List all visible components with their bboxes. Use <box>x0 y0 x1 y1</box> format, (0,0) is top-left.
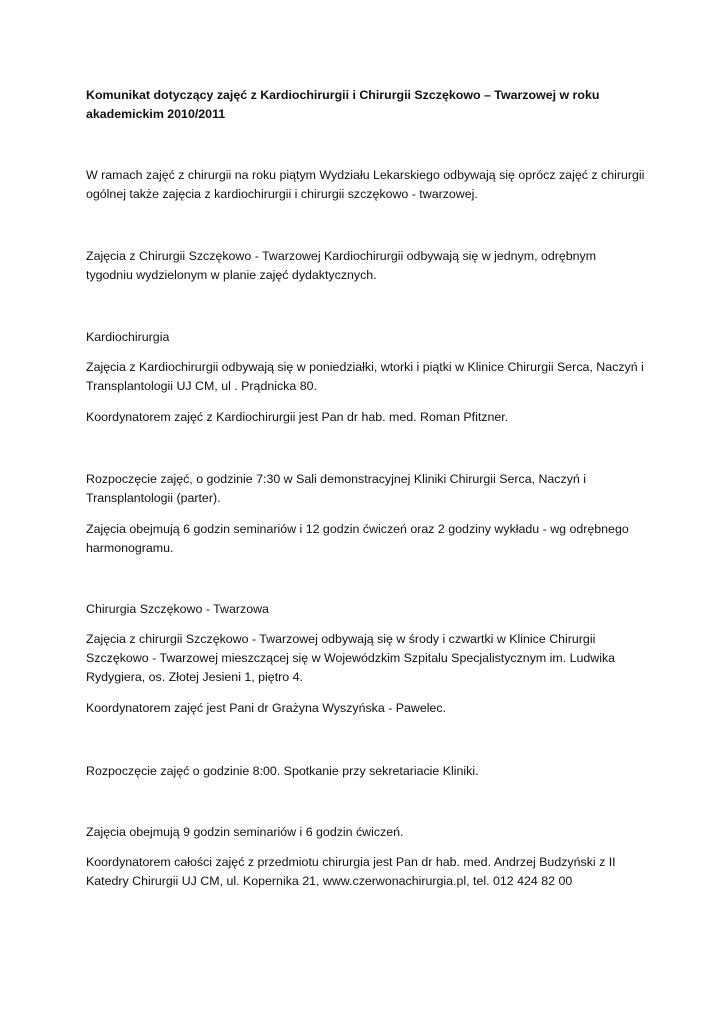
overall-line-2: Katedry Chirurgii UJ CM, ul. Kopernika 21, www.czerwonachirurgia.pl, tel. 012 424 82 00 <box>86 874 573 888</box>
maxillo-coordinator: Koordynatorem zajęć jest Pani dr Grażyna Wyszyńska - Pawelec. <box>86 701 447 715</box>
cardio-schedule-line-2: Transplantologii UJ CM, ul . Prądnicka 80. <box>86 379 317 393</box>
maxillo-schedule-line-1: Zajęcia z chirurgii Szczękowo - Twarzowej odbywają się w środy i czwartki w Klinice Chirurgii <box>86 632 596 646</box>
overall-coordinator-paragraph <box>86 853 646 891</box>
week-note-line-1: Zajęcia z Chirurgii Szczękowo - Twarzowej Kardiochirurgii odbywają się w jednym, odrębnym <box>86 249 597 263</box>
cardio-hours-paragraph <box>86 520 646 558</box>
maxillo-schedule-paragraph <box>86 630 646 687</box>
maxillo-hours: Zajęcia obejmują 9 godzin seminariów i 6 godzin ćwiczeń. <box>86 825 404 839</box>
week-note-line-2: tygodniu wydzielonym w planie zajęć dydaktycznych. <box>86 268 377 282</box>
title-line-1: Komunikat dotyczący zajęć z Kardiochirurgii i Chirurgii Szczękowo – Twarzowej w roku <box>86 88 600 102</box>
cardio-hours-line-2: harmonogramu. <box>86 541 174 555</box>
cardio-heading: Kardiochirurgia <box>86 330 170 344</box>
intro-line-1: W ramach zajęć z chirurgii na roku piątym Wydziału Lekarskiego odbywają się oprócz zajęć z chirurgii <box>86 168 645 182</box>
maxillo-heading: Chirurgia Szczękowo - Twarzowa <box>86 602 269 616</box>
cardio-coordinator: Koordynatorem zajęć z Kardiochirurgii jest Pan dr hab. med. Roman Pfitzner. <box>86 410 509 424</box>
cardio-schedule-paragraph <box>86 358 646 396</box>
intro-paragraph <box>86 166 646 204</box>
intro-line-2: ogólnej także zajęcia z kardiochirurgii i chirurgii szczękowo - twarzowej. <box>86 187 478 201</box>
maxillo-start: Rozpoczęcie zajęć o godzinie 8:00. Spotkanie przy sekretariacie Kliniki. <box>86 764 479 778</box>
maxillo-schedule-line-3: Rydygiera, os. Złotej Jesieni 1, piętro 4. <box>86 670 303 684</box>
title-line-2: akademickim 2010/2011 <box>86 107 226 121</box>
cardio-hours-line-1: Zajęcia obejmują 6 godzin seminariów i 12 godzin ćwiczeń oraz 2 godziny wykładu - wg odrębnego <box>86 522 629 536</box>
week-note-paragraph <box>86 247 646 285</box>
overall-line-1: Koordynatorem całości zajęć z przedmiotu chirurgia jest Pan dr hab. med. Andrzej Budzyński z II <box>86 855 616 869</box>
cardio-start-line-1: Rozpoczęcie zajęć, o godzinie 7:30 w Sali demonstracyjnej Kliniki Chirurgii Serca, Naczyń i <box>86 472 586 486</box>
maxillo-schedule-line-2: Szczękowo - Twarzowej mieszczącej się w Wojewódzkim Szpitalu Specjalistycznym im. Ludwika <box>86 651 616 665</box>
cardio-schedule-line-1: Zajęcia z Kardiochirurgii odbywają się w poniedziałki, wtorki i piątki w Klinice Chirurgii Serca, Naczyń i <box>86 360 644 374</box>
document-title <box>86 86 646 124</box>
cardio-start-line-2: Transplantologii (parter). <box>86 491 221 505</box>
cardio-start-paragraph <box>86 470 646 508</box>
